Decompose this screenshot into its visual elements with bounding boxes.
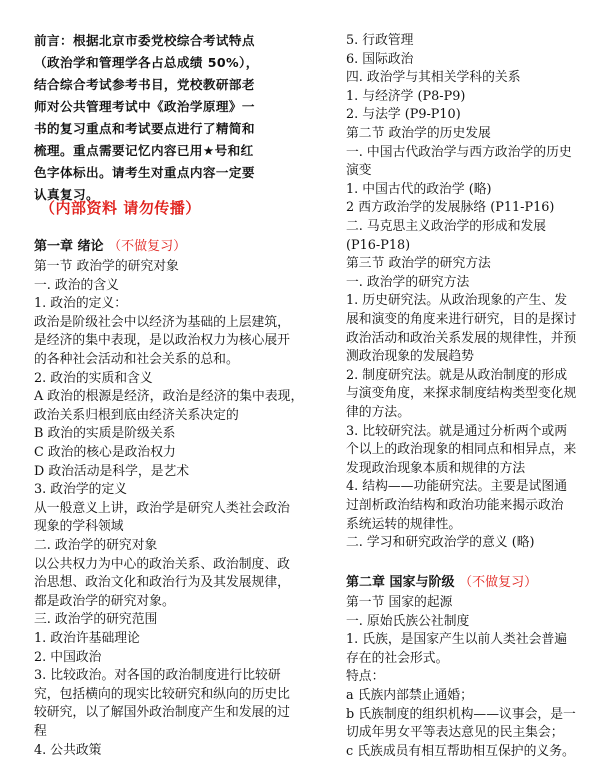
body-text-line: 律的方法。 — [346, 405, 410, 420]
body-text-line: 1. 氏族，是国家产生以前人类社会普遍 — [346, 632, 568, 648]
body-text-line: 3. 比较政治。对各国的政治制度进行比较研 — [34, 668, 281, 684]
chapter-2-note: （不做复习） — [459, 575, 538, 590]
body-text-line: 过剖析政治结构和政治功能来揭示政治 — [346, 498, 564, 513]
body-text-line: 二. 马克思主义政治学的形成和发展 — [346, 219, 547, 234]
body-text-line: 5. 行政管理 — [346, 33, 414, 48]
preface-line: 色字体标出。请考生对重点内容一定要 — [34, 165, 255, 180]
body-text-line: 2. 政治的实质和含义 — [34, 370, 153, 386]
preface-line: （政治学和管理学各占总成绩 50%）， — [34, 55, 259, 70]
preface-line: 书的复习重点和考试要点进行了精简和 — [34, 121, 255, 136]
body-text-line: 从一般意义上讲，政治学是研究人类社会政治 — [34, 500, 290, 516]
chapter-2-heading — [346, 574, 537, 592]
body-text-line: 3. 比较研究法。就是通过分析两个或两 — [346, 423, 568, 439]
body-text-line: 个以上的政治现象的相同点和相异点，来 — [346, 442, 577, 458]
body-text-line: 程 — [34, 724, 47, 739]
body-text-line: 以公共权力为中心的政治关系、政治制度、政 — [34, 556, 290, 572]
body-text-line: 演变 — [346, 163, 372, 179]
body-text-line: b 氏族制度的组织机构——议事会，是一 — [346, 706, 576, 722]
body-text-line: 四. 政治学与其相关学科的关系 — [346, 70, 521, 86]
body-text-line: 2. 中国政治 — [34, 649, 102, 665]
body-text-line: 究，包括横向的现实比较研究和纵向的历史比 — [34, 686, 290, 702]
body-text-line: 第三节 政治学的研究方法 — [346, 256, 491, 272]
body-text-line: 现象的学科领域 — [34, 519, 124, 535]
body-text-line: D 政治活动是科学，是艺术 — [34, 463, 190, 479]
body-text-line: 二. 学习和研究政治学的意义 (略) — [346, 535, 535, 551]
preface-line: 梳理。重点需要记忆内容已用★号和红 — [34, 143, 254, 158]
body-text-line: 二. 政治学的研究对象 — [34, 538, 158, 553]
body-text-line: 一. 政治的含义 — [34, 277, 119, 293]
body-text-line: 特点： — [346, 669, 385, 685]
body-text-line: 2 西方政治学的发展脉络 (P11-P16) — [346, 200, 555, 216]
chapter-2-title: 第二章 国家与阶级 — [346, 575, 455, 590]
body-text-line: 测政治现象的发展趋势 — [346, 349, 474, 365]
body-text-line: 政治是阶级社会中以经济为基础的上层建筑， — [34, 314, 290, 330]
body-text-line: 1. 政治许基础理论 — [34, 631, 140, 646]
body-text-line: 2. 制度研究法。就是从政治制度的形成 — [346, 367, 568, 383]
body-text-line: 3. 政治学的定义 — [34, 482, 128, 498]
body-text-line: 1. 政治的定义： — [34, 296, 128, 312]
body-text-line: 较研究，以了解国外政治制度产生和发展的过 — [34, 705, 290, 721]
body-text-line: 与演变角度，来探求制度结构类型变化规 — [346, 386, 577, 402]
body-text-line: 1. 历史研究法。从政治现象的产生、发 — [346, 293, 568, 309]
body-text-line: 一. 政治学的研究方法 — [346, 274, 470, 290]
body-text-line: (P16-P18) — [346, 237, 411, 253]
body-text-line: a 氏族内部禁止通婚； — [346, 688, 473, 703]
internal-notice: （内部资料 请勿传播） — [40, 199, 201, 217]
body-text-line: A 政治的根源是经济，政治是经济的集中表现， — [34, 389, 304, 405]
body-text-line: 治思想、政治文化和政治行为及其发展规律， — [34, 575, 290, 591]
preface-line: 结合综合考试参考书目，党校教研部老 — [34, 77, 255, 92]
body-text-line: 一. 原始氏族公社制度 — [346, 613, 470, 629]
chapter-1-heading — [34, 238, 186, 256]
body-text-line: 第二节 政治学的历史发展 — [346, 126, 491, 141]
chapter-1-title: 第一章 绪论 — [34, 239, 104, 254]
body-text-line: 2. 与法学 (P9-P10) — [346, 107, 461, 123]
body-text-line: 存在的社会形式。 — [346, 650, 449, 666]
body-text-line: 政治活动和政治关系发展的规律性，并预 — [346, 330, 577, 346]
chapter-1-note: （不做复习） — [108, 239, 187, 254]
preface-line: 师对公共管理考试中《政治学原理》一 — [34, 99, 255, 114]
body-text-line: 第一节 政治学的研究对象 — [34, 259, 179, 274]
body-text-line: 系统运转的规律性。 — [346, 516, 462, 532]
body-text-line: 切成年男女平等表达意见的民主集会； — [346, 725, 564, 741]
body-text-line: 一. 中国古代政治学与西方政治学的历史 — [346, 144, 572, 160]
body-text-line: 的各种社会活动和社会关系的总和。 — [34, 352, 239, 367]
body-text-line: B 政治的实质是阶级关系 — [34, 426, 176, 442]
body-text-line: 都是政治学的研究对象。 — [34, 593, 175, 609]
body-text-line: 政治关系归根到底由经济关系决定的 — [34, 407, 239, 423]
body-text-line: C 政治的核心是政治权力 — [34, 445, 176, 460]
body-text-line: 第一节 国家的起源 — [346, 595, 453, 610]
body-text-line: 1. 中国古代的政治学 (略) — [346, 181, 492, 197]
body-text-line: 三. 政治学的研究范围 — [34, 612, 158, 628]
body-text-line: 4. 结构——功能研究法。主要是试图通 — [346, 479, 568, 495]
body-text-line: 1. 与经济学 (P8-P9) — [346, 88, 466, 104]
body-text-line: 6. 国际政治 — [346, 51, 414, 67]
body-text-line: 展和演变的角度来进行研究，目的是探讨 — [346, 312, 577, 327]
preface-paragraph — [34, 30, 320, 206]
body-text-line: 发现政治现象本质和规律的方法 — [346, 460, 526, 476]
body-text-line: c 氏族成员有相互帮助相互保护的义务。 — [346, 743, 575, 759]
preface-line: 前言：根据北京市委党校综合考试特点 — [34, 33, 255, 48]
body-text-line: 是经济的集中表现，是以政治权力为核心展开 — [34, 333, 290, 349]
body-text-line: 4. 公共政策 — [34, 742, 102, 758]
preface-line: 认真复习。 — [34, 187, 99, 202]
